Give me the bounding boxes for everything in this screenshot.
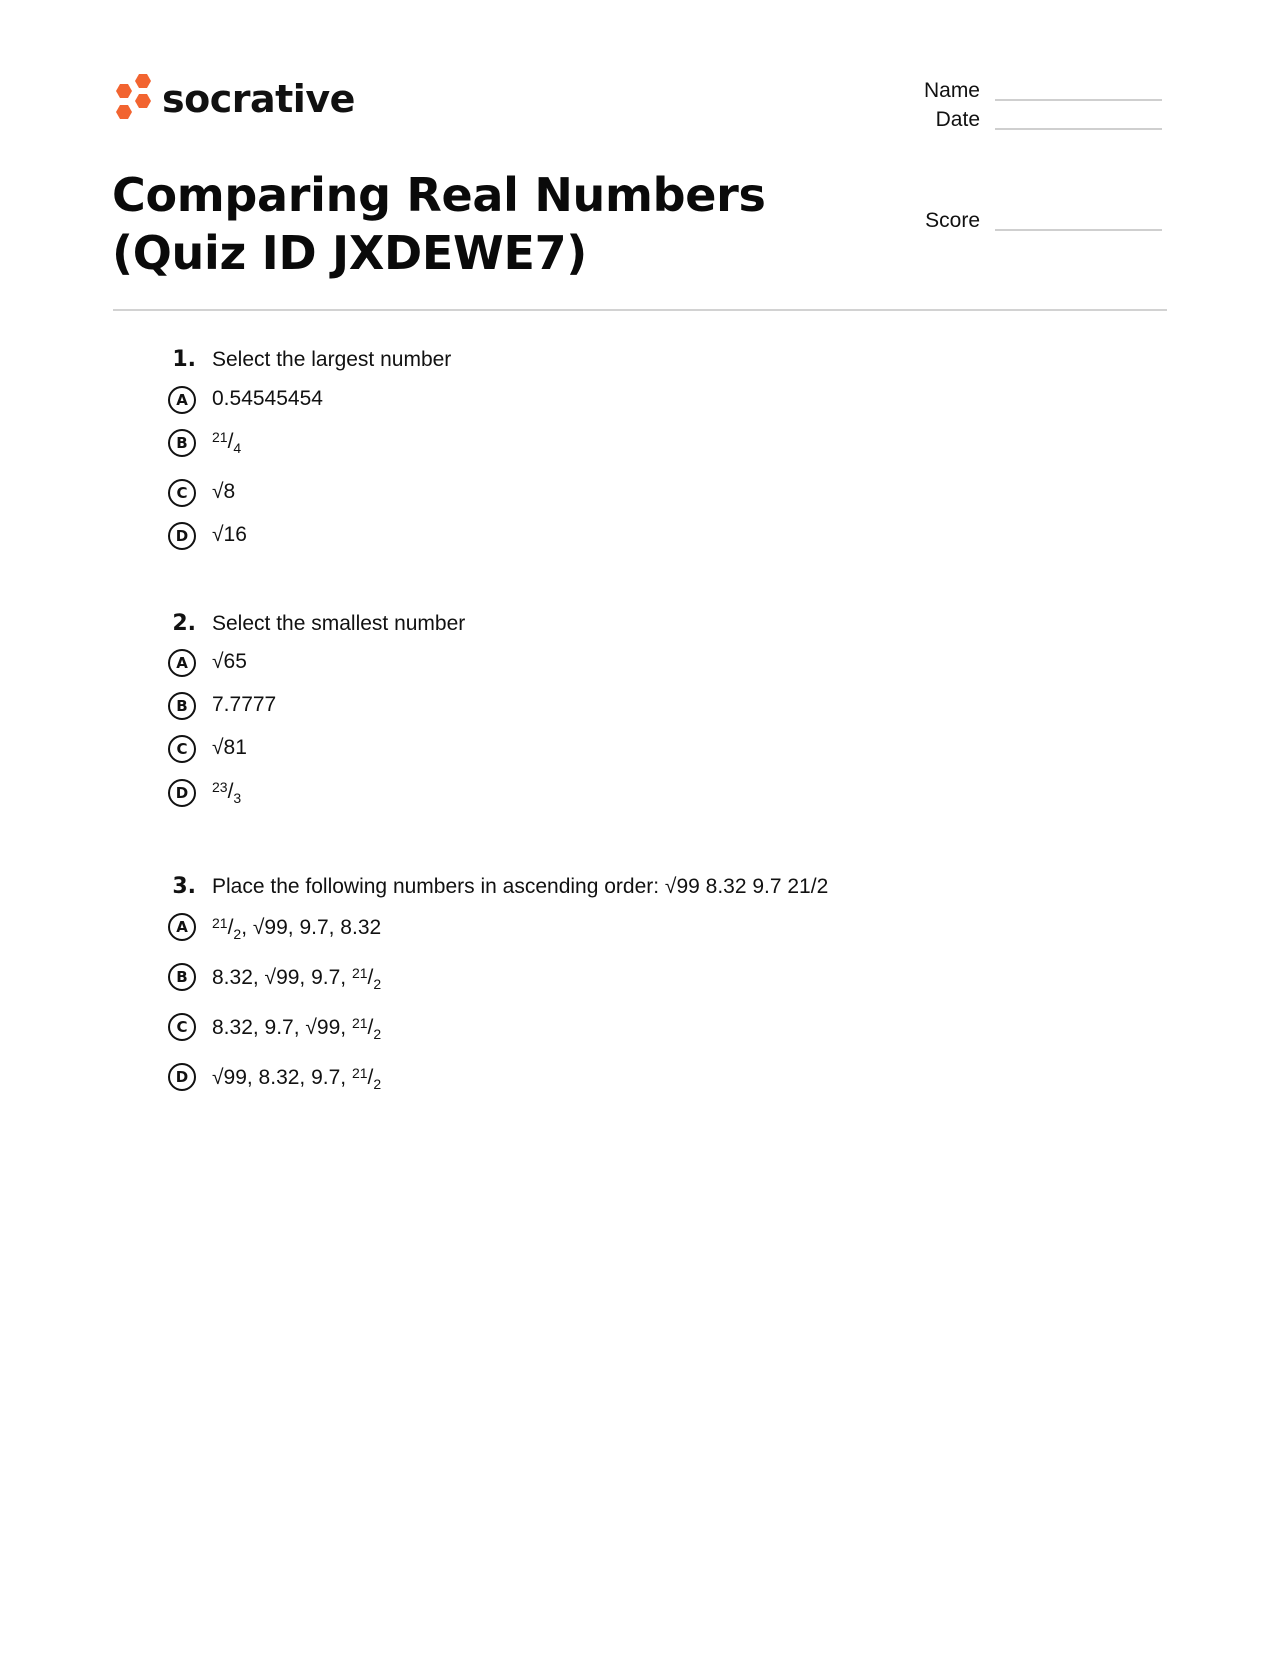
date-label: Date [935,108,980,131]
option-bubble-b[interactable]: B [168,963,196,991]
question-number: 2. [172,611,196,636]
name-label: Name [923,79,980,102]
option-bubble-b[interactable]: B [168,692,196,720]
question-text: Place the following numbers in ascending order: √99 8.32 9.7 21/2 [212,875,829,898]
option-text: $^{21}/_4$ [212,429,242,456]
option-text: √99, 8.32, 9.7, $^{21}/_2$ [212,1065,382,1092]
date-field-line[interactable] [995,128,1162,130]
question-text: Select the smallest number [212,612,466,635]
option-bubble-c[interactable]: C [168,479,196,507]
header-divider [113,309,1167,311]
brand-name: socrative [162,77,355,121]
option-text: √81 [212,736,247,759]
question-number: 1. [172,347,196,372]
option-bubble-a[interactable]: A [168,386,196,414]
score-field-line[interactable] [995,229,1162,231]
option-bubble-a[interactable]: A [168,649,196,677]
option-text: $^{21}/_2$, √99, 9.7, 8.32 [212,915,382,942]
option-text: 8.32, 9.7, √99, $^{21}/_2$ [212,1015,382,1042]
option-text: 0.54545454 [212,387,323,410]
option-text: 8.32, √99, 9.7, $^{21}/_2$ [212,965,382,992]
option-bubble-b[interactable]: B [168,429,196,457]
name-field-line[interactable] [995,99,1162,101]
option-bubble-d[interactable]: D [168,779,196,807]
question-number: 3. [172,874,196,899]
option-text: 7.7777 [212,693,277,716]
option-text: √8 [212,480,236,503]
hexagon-cluster-icon [112,72,152,126]
score-label: Score [925,209,980,232]
socrative-logo [112,72,355,126]
page-title: Comparing Real Numbers (Quiz ID JXDEWE7) [112,168,766,280]
option-bubble-d[interactable]: D [168,522,196,550]
option-bubble-a[interactable]: A [168,913,196,941]
option-text: $^{23}/_3$ [212,779,242,806]
option-bubble-c[interactable]: C [168,1013,196,1041]
option-bubble-c[interactable]: C [168,735,196,763]
option-text: √16 [212,523,247,546]
option-text: √65 [212,650,247,673]
option-bubble-d[interactable]: D [168,1063,196,1091]
question-text: Select the largest number [212,348,452,371]
